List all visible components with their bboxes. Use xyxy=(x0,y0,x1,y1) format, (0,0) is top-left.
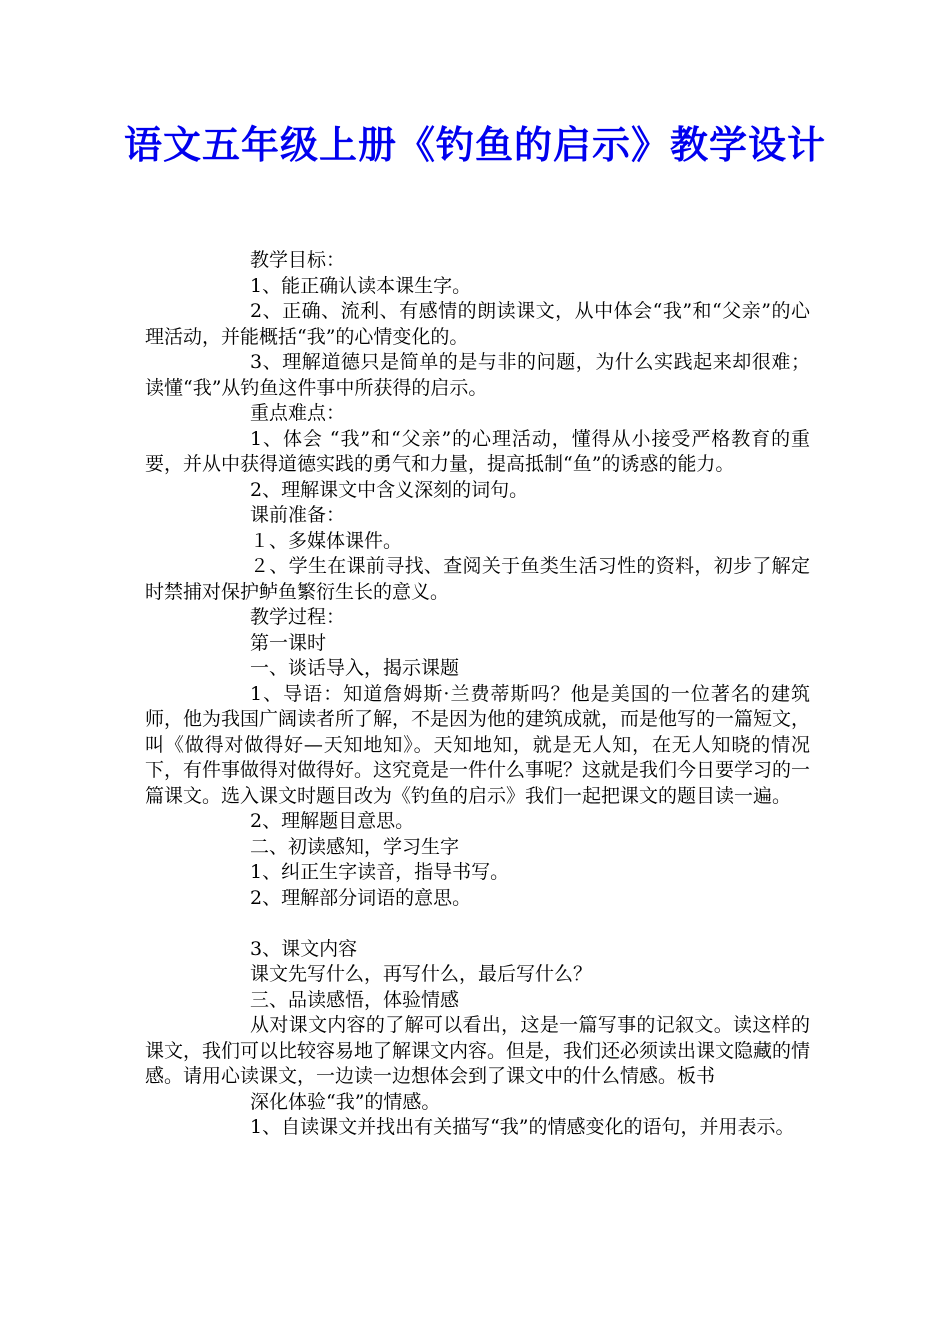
paragraph: 三、品读感悟，体验情感 xyxy=(250,988,460,1011)
paragraph: 2、理解部分词语的意思。 xyxy=(250,886,472,909)
paragraph: １、多媒体课件。 xyxy=(250,529,403,552)
paragraph: 深化体验“我”的情感。 xyxy=(250,1090,441,1113)
paragraph: 第一课时 xyxy=(250,631,327,654)
paragraph: 1、导语：知道詹姆斯·兰费蒂斯吗？他是美国的一位著名的建筑师，他为我国广阔读者所了解，不是因为他的建筑成就，而是他写的一篇短文，叫《做得对做得好—天知地知》。天知地知，就是无人知，在无人知晓的情况下，有件事做得对做得好。这究竟是一件什么事呢？这就是我们今日要学习的一篇课文。选入课文时题目改为《钓鱼的启示》我们一起把课文的题目读一遍。 xyxy=(145,682,811,807)
paragraph: 2、理解题目意思。 xyxy=(250,810,415,832)
paragraph: 1、纠正生字读音，指导书写。 xyxy=(250,861,510,883)
paragraph: 一、谈话导入，揭示课题 xyxy=(250,657,460,679)
paragraph: 从对课文内容的了解可以看出，这是一篇写事的记叙文。读这样的课文，我们可以比较容易地了解课文内容。但是，我们还必须读出课文隐藏的情感。请用心读课文，一边读一边想体会到了课文中的什么情感。板书 xyxy=(145,1014,811,1087)
paragraph: 2、理解课文中含义深刻的词句。 xyxy=(250,478,529,501)
paragraph: 3、课文内容 xyxy=(250,937,358,960)
paragraph: 课前准备： xyxy=(250,504,346,526)
paragraph: 课文先写什么，再写什么，最后写什么？ xyxy=(250,963,593,985)
paragraph: 1、体会 “我”和“父亲”的心理活动，懂得从小接受严格教育的重要，并从中获得道德实践的勇气和力量，提高抵制“鱼”的诱惑的能力。 xyxy=(145,427,810,475)
paragraph: 重点难点： xyxy=(250,402,346,424)
paragraph: 教学过程： xyxy=(250,606,346,628)
blank-line xyxy=(145,911,810,937)
paragraph: 1、能正确认读本课生字。 xyxy=(250,274,472,297)
paragraph: 教学目标： xyxy=(250,249,346,271)
paragraph: ２、学生在课前寻找、查阅关于鱼类生活习性的资料，初步了解定时禁捕对保护鲈鱼繁衍生长的意义。 xyxy=(145,555,810,603)
document-body xyxy=(145,248,810,1141)
paragraph: 3、理解道德只是简单的是与非的问题，为什么实践起来却很难；读懂“我”从钓鱼这件事中所获得的启示。 xyxy=(145,351,810,399)
paragraph: 二、初读感知，学习生字 xyxy=(250,835,460,858)
paragraph: 2、正确、流利、有感情的朗读课文，从中体会“我”和“父亲”的心理活动，并能概括“我”的心情变化的。 xyxy=(145,300,810,348)
document-title: 语文五年级上册《钓鱼的启示》教学设计 xyxy=(123,122,826,167)
paragraph: 1、自读课文并找出有关描写“我”的情感变化的语句，并用表示。 xyxy=(250,1116,795,1138)
